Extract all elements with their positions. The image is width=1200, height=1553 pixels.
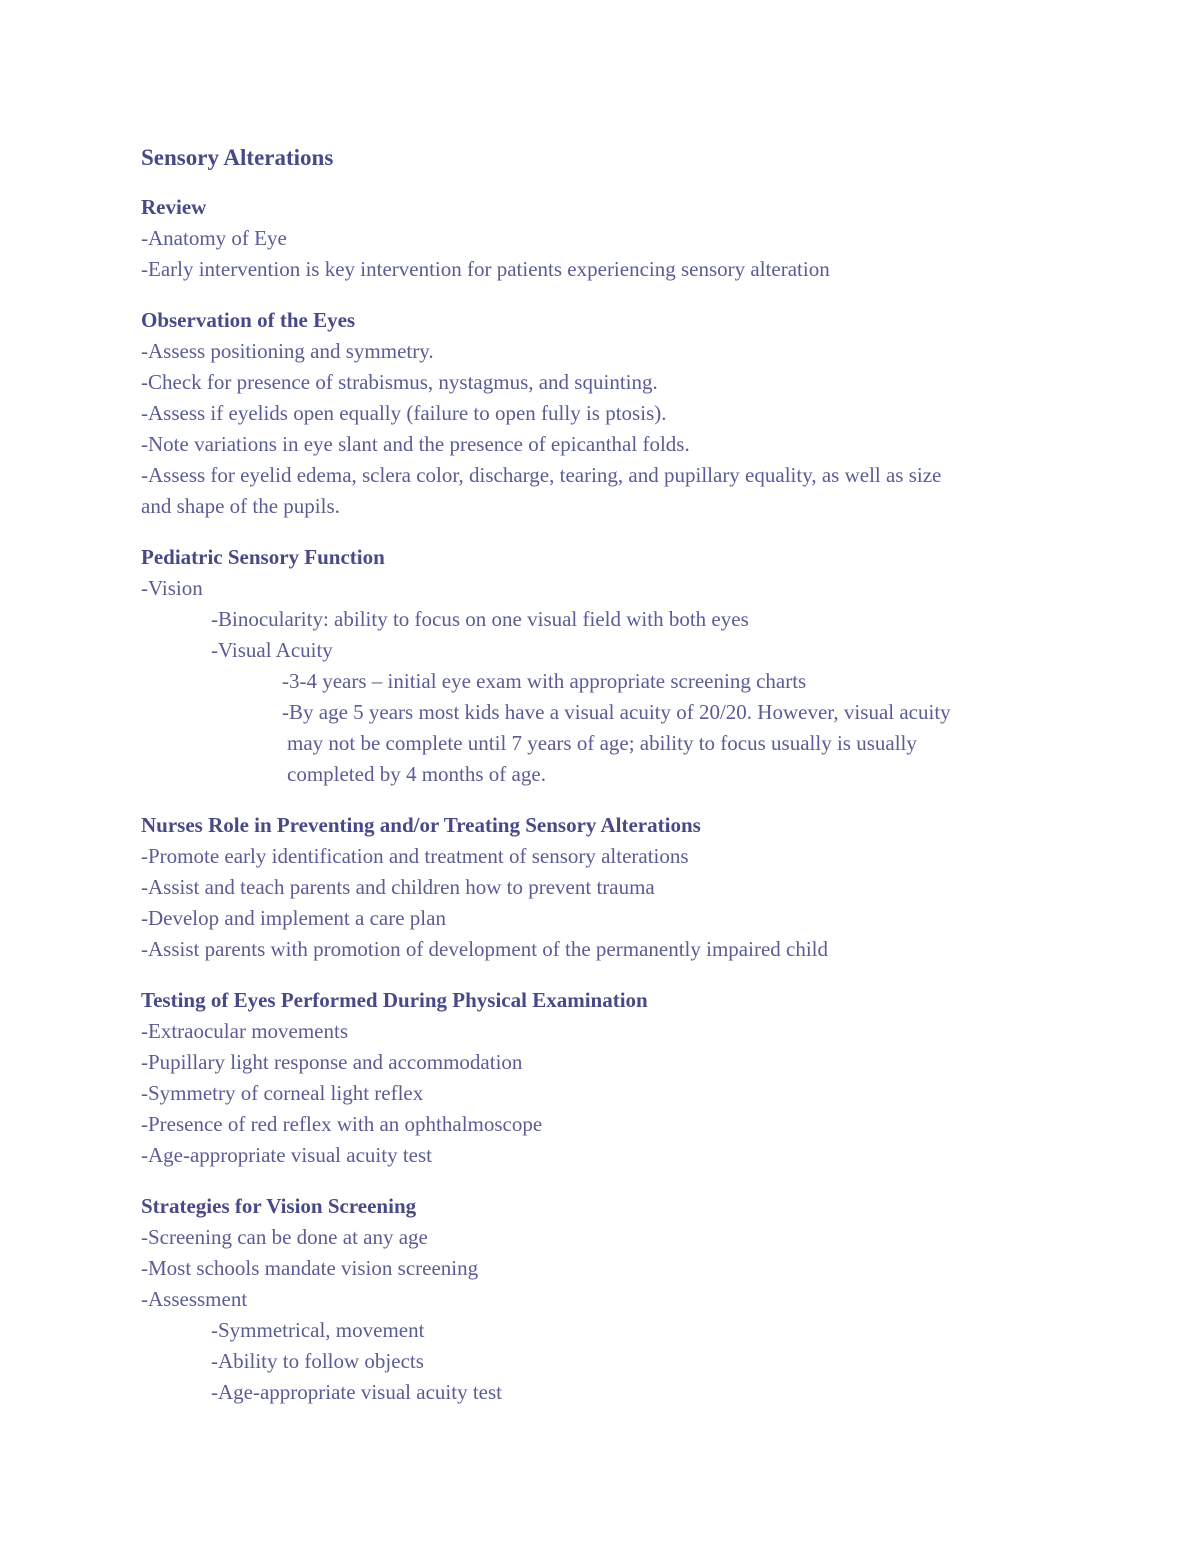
list-item: -Age-appropriate visual acuity test	[211, 1380, 502, 1404]
list-item: -Anatomy of Eye	[141, 226, 287, 250]
list-item-vision: -Vision	[141, 576, 203, 600]
list-item: -Promote early identification and treatment of sensory alterations	[141, 844, 689, 868]
list-item: -Check for presence of strabismus, nystagmus, and squinting.	[141, 370, 658, 394]
list-item-continuation: and shape of the pupils.	[141, 494, 340, 518]
list-item: -Assess positioning and symmetry.	[141, 339, 434, 363]
list-item: -Early intervention is key intervention for patients experiencing sensory alteration	[141, 257, 830, 281]
section-heading: Testing of Eyes Performed During Physical Examination	[141, 988, 648, 1012]
section-strategies	[141, 1191, 1051, 1408]
list-item: -Assist parents with promotion of development of the permanently impaired child	[141, 937, 829, 961]
document-page	[141, 140, 1051, 1428]
list-item: -Assessment	[141, 1287, 248, 1311]
list-item: -Age-appropriate visual acuity test	[141, 1143, 432, 1167]
list-item-continuation: may not be complete until 7 years of age; ability to focus usually is usually	[287, 731, 917, 755]
section-heading: Observation of the Eyes	[141, 308, 356, 332]
section-review	[141, 192, 1051, 285]
list-item: -Assess for eyelid edema, sclera color, discharge, tearing, and pupillary equality, as well as size	[141, 463, 942, 487]
list-item: -Assess if eyelids open equally (failure to open fully is ptosis).	[141, 401, 667, 425]
list-item: -Symmetry of corneal light reflex	[141, 1081, 424, 1105]
list-item-visual-acuity: -Visual Acuity	[211, 638, 333, 662]
document-title: Sensory Alterations	[141, 145, 334, 170]
section-heading: Review	[141, 195, 207, 219]
list-item: -By age 5 years most kids have a visual acuity of 20/20. However, visual acuity	[282, 700, 951, 724]
list-item: -Most schools mandate vision screening	[141, 1256, 479, 1280]
section-observation	[141, 305, 1051, 522]
list-item: -Symmetrical, movement	[211, 1318, 425, 1342]
section-heading: Nurses Role in Preventing and/or Treating Sensory Alterations	[141, 813, 701, 837]
section-pediatric	[141, 542, 1051, 790]
section-testing	[141, 985, 1051, 1171]
list-item: -Develop and implement a care plan	[141, 906, 446, 930]
list-item-continuation: completed by 4 months of age.	[287, 762, 546, 786]
list-item: -Assist and teach parents and children how to prevent trauma	[141, 875, 655, 899]
section-heading: Strategies for Vision Screening	[141, 1194, 417, 1218]
list-item: -Extraocular movements	[141, 1019, 349, 1043]
list-item: -Ability to follow objects	[211, 1349, 424, 1373]
section-heading: Pediatric Sensory Function	[141, 545, 385, 569]
list-item: -3-4 years – initial eye exam with appropriate screening charts	[282, 669, 807, 693]
list-item: -Pupillary light response and accommodation	[141, 1050, 523, 1074]
list-item: -Note variations in eye slant and the presence of epicanthal folds.	[141, 432, 690, 456]
list-item: -Screening can be done at any age	[141, 1225, 428, 1249]
list-item: -Presence of red reflex with an ophthalmoscope	[141, 1112, 543, 1136]
list-item-binocularity: -Binocularity: ability to focus on one visual field with both eyes	[211, 607, 749, 631]
section-nurses-role	[141, 810, 1051, 965]
